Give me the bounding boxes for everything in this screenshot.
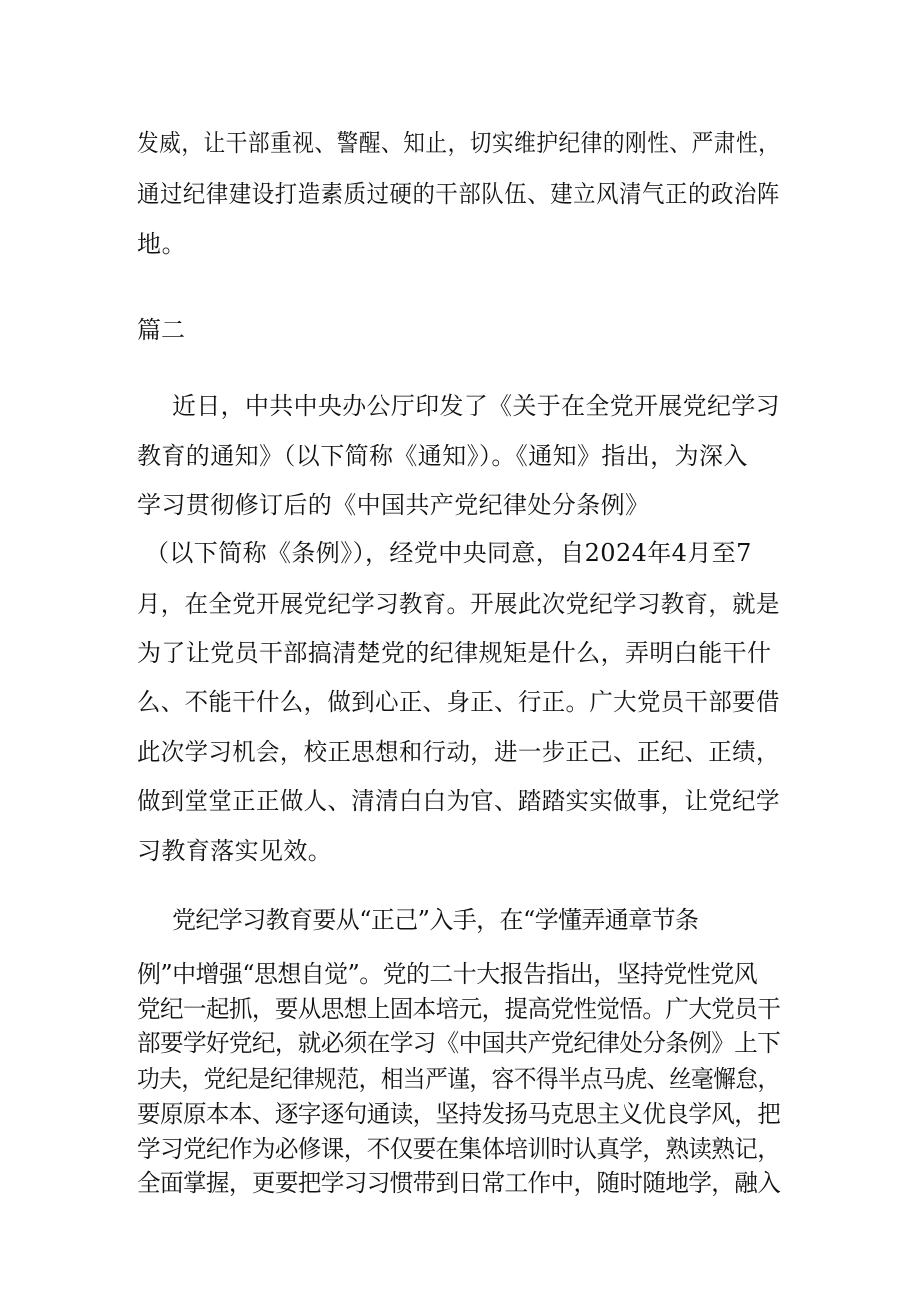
section-heading: 篇二 bbox=[137, 316, 185, 344]
paragraph-line: 通过纪律建设打造素质过硬的干部队伍、建立风清气正的政治阵 bbox=[137, 180, 780, 208]
paragraph-line: 全面掌握，更要把学习习惯带到日常工作中，随时随地学，融入 bbox=[137, 1169, 781, 1197]
paragraph-line: （以下简称《条例》），经党中央同意，自2024年4月至7 bbox=[145, 539, 752, 567]
paragraph-line: 功夫，党纪是纪律规范，相当严谨，容不得半点马虎、丝毫懈怠， bbox=[137, 1065, 780, 1093]
paragraph-line: 例”中增强“思想自觉”。党的二十大报告指出，坚持党性党风 bbox=[137, 960, 758, 988]
paragraph-line: 党纪学习教育要从“正己”入手，在“学懂弄通章节条 bbox=[172, 906, 699, 934]
paragraph-line: 习教育落实见效。 bbox=[137, 837, 333, 865]
paragraph-line: 么、不能干什么，做到心正、身正、行正。广大党员干部要借 bbox=[137, 688, 780, 716]
paragraph-line: 做到堂堂正正做人、清清白白为官、踏踏实实做事，让党纪学 bbox=[137, 787, 780, 815]
paragraph-line: 为了让党员干部搞清楚党的纪律规矩是什么，弄明白能干什 bbox=[137, 639, 772, 667]
paragraph-line: 近日，中共中央办公厅印发了《关于在全党开展党纪学习 bbox=[172, 392, 780, 420]
paragraph-line: 学习党纪作为必修课，不仅要在集体培训时认真学，熟读熟记， bbox=[137, 1135, 781, 1163]
paragraph-line: 部要学好党纪，就必须在学习《中国共产党纪律处分条例》上下 bbox=[137, 1029, 781, 1057]
paragraph-line: 党纪一起抓，要从思想上固本培元，提高党性觉悟。广大党员干 bbox=[137, 995, 781, 1023]
paragraph-line: 学习贯彻修订后的《中国共产党纪律处分条例》 bbox=[137, 491, 650, 519]
paragraph-line: 教育的通知》（以下简称《通知》）。《通知》指出，为深入 bbox=[137, 442, 748, 470]
paragraph-line: 发威，让干部重视、警醒、知止，切实维护纪律的刚性、严肃性， bbox=[137, 129, 781, 157]
paragraph-line: 月，在全党开展党纪学习教育。开展此次党纪学习教育，就是 bbox=[137, 590, 780, 618]
paragraph-line: 此次学习机会，校正思想和行动，进一步正己、正纪、正绩， bbox=[137, 738, 780, 766]
paragraph-line: 地。 bbox=[137, 230, 187, 258]
paragraph-line: 要原原本本、逐字逐句通读，坚持发扬马克思主义优良学风，把 bbox=[137, 1100, 781, 1128]
